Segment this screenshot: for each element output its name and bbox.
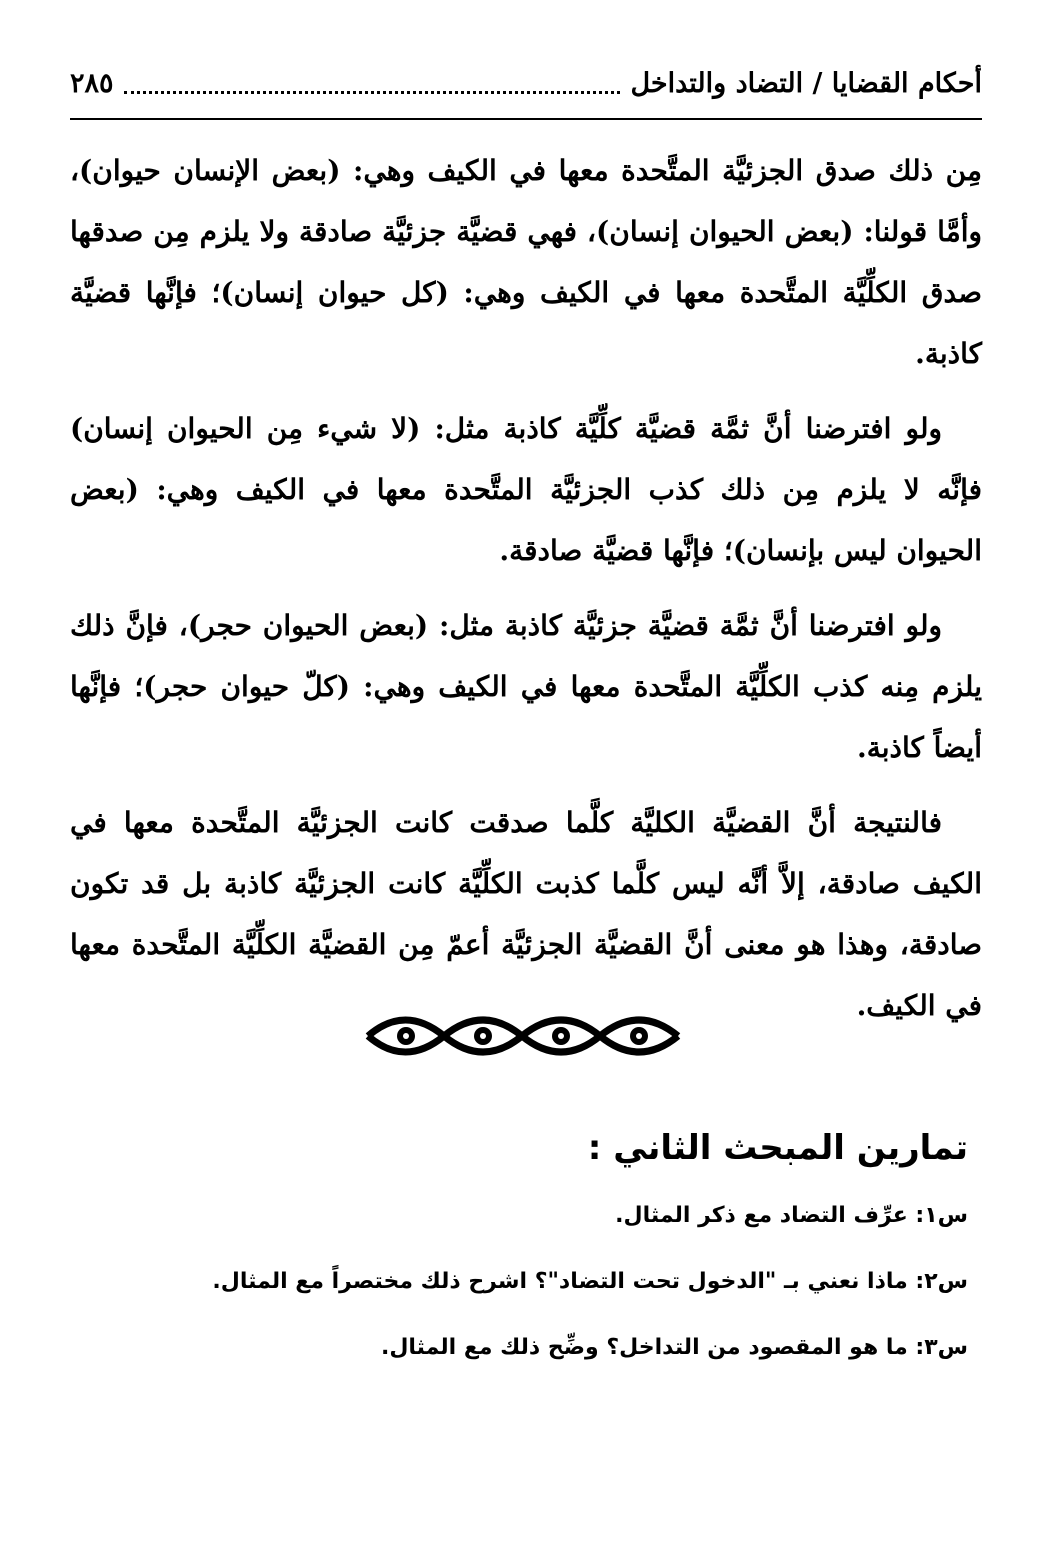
running-header [70,58,982,108]
header-dot-leader [124,91,621,94]
paragraph-1: مِن ذلك صدق الجزئيَّة المتَّحدة معها في الكيف وهي: (بعض الإنسان حيوان)، وأمَّا قولنا: (بعض الحيوان إنسان)، فهي قضيَّة جزئيَّة صادقة ولا يلزم مِن صدقها صدق الكلِّيَّة المتَّحدة معها في الكيف وهي: (كل حيوان إنسان)؛ فإنَّها قضيَّة كاذبة. [70,154,982,370]
exercise-questions [120,1198,968,1396]
question-2: س٢: ماذا نعني بـ "الدخول تحت التضاد"؟ اشرح ذلك مختصراً مع المثال. [212,1269,968,1294]
braided-knot-ornament-icon [360,1010,695,1062]
paragraph-3: ولو افترضنا أنَّ ثمَّة قضيَّة جزئيَّة كاذبة مثل: (بعض الحيوان حجر)، فإنَّ ذلك يلزم مِنه كذب الكلِّيَّة المتَّحدة معها في الكيف وهي: (كلّ حيوان حجر)؛ فإنَّها أيضاً كاذبة. [70,609,982,764]
paragraph-2: ولو افترضنا أنَّ ثمَّة قضيَّة كلِّيَّة كاذبة مثل: (لا شيء مِن الحيوان إنسان) فإنَّه لا يلزم مِن ذلك كذب الجزئيَّة المتَّحدة معها في الكيف وهي: (بعض الحيوان ليس بإنسان)؛ فإنَّها قضيَّة صادقة. [70,412,982,567]
page-number: ٢٨٥ [70,67,114,99]
header-title: أحكام القضايا / التضاد والتداخل [630,67,982,99]
exercises-title: تمارين المبحث الثاني : [587,1128,968,1168]
paragraph-4: فالنتيجة أنَّ القضيَّة الكليَّة كلَّما صدقت كانت الجزئيَّة المتَّحدة معها في الكيف صادقة، إلاَّ أنَّه ليس كلَّما كذبت الكلِّيَّة كانت الجزئيَّة كاذبة بل قد تكون صادقة، وهذا هو معنى أنَّ القضيَّة الجزئيَّة أعمّ مِن القضيَّة الكلِّيَّة المتَّحدة معها في الكيف. [70,806,982,1022]
body-text [70,140,982,1050]
header-rule [70,118,982,120]
question-3: س٣: ما هو المقصود من التداخل؟ وضِّح ذلك مع المثال. [380,1335,968,1360]
question-1: س١: عرِّف التضاد مع ذكر المثال. [615,1203,968,1228]
